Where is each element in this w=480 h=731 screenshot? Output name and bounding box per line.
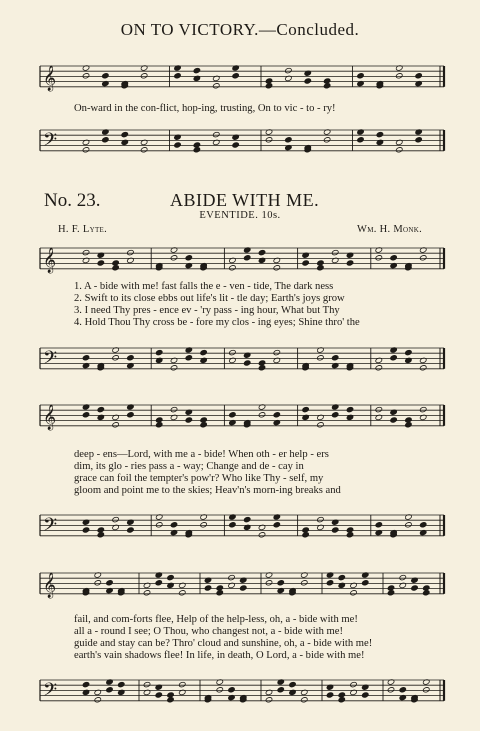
notehead	[357, 73, 365, 79]
hymn-number: No. 23.	[44, 190, 101, 211]
notehead	[273, 265, 281, 271]
notehead	[94, 697, 102, 703]
notehead	[155, 580, 163, 586]
notehead	[97, 260, 105, 266]
notehead	[170, 522, 178, 528]
notehead	[338, 574, 346, 580]
clef-icon: 𝄞	[43, 247, 57, 273]
lyricist-credit: H. F. Lyte.	[58, 224, 108, 235]
notehead	[326, 580, 334, 586]
notehead	[395, 147, 403, 153]
notehead	[127, 527, 135, 533]
notehead	[102, 137, 110, 143]
notehead	[405, 349, 413, 355]
notehead	[229, 522, 237, 528]
notehead	[112, 265, 120, 271]
notehead	[331, 412, 339, 418]
notehead	[331, 527, 339, 533]
notehead	[102, 73, 110, 79]
notehead	[212, 83, 220, 89]
notehead	[127, 355, 135, 361]
notehead	[375, 255, 383, 261]
hymn-title: ABIDE WITH ME.	[170, 190, 320, 210]
notehead	[331, 249, 339, 255]
notehead	[376, 131, 384, 137]
notehead	[323, 137, 331, 143]
notehead	[265, 83, 273, 89]
notehead	[405, 422, 413, 428]
verse-line: all a - round I see; O Thou, who changest not, a - bide with me!	[74, 626, 343, 637]
notehead	[112, 355, 120, 361]
notehead	[273, 349, 281, 355]
notehead	[399, 574, 407, 580]
notehead	[155, 692, 163, 698]
notehead	[361, 692, 369, 698]
notehead	[326, 692, 334, 698]
notehead	[112, 516, 120, 522]
notehead	[415, 137, 423, 143]
notehead	[302, 260, 310, 266]
notehead	[229, 265, 237, 271]
notehead	[232, 73, 240, 79]
verse-line: gloom and point me to the skies; Heav'n's morn-ing breaks and	[74, 485, 341, 496]
notehead	[422, 590, 430, 596]
notehead	[375, 522, 383, 528]
notehead	[243, 360, 251, 366]
notehead	[155, 422, 163, 428]
notehead	[350, 590, 358, 596]
notehead	[243, 255, 251, 261]
notehead	[419, 255, 427, 261]
clef-icon: 𝄢	[43, 679, 58, 705]
notehead	[405, 522, 413, 528]
notehead	[300, 697, 308, 703]
composer-credit: Wm. H. Monk.	[357, 224, 422, 235]
clef-icon: 𝄢	[43, 129, 58, 155]
notehead	[106, 580, 114, 586]
notehead	[82, 527, 90, 533]
clef-icon: 𝄢	[43, 514, 58, 540]
notehead	[200, 522, 208, 528]
notehead	[273, 522, 281, 528]
notehead	[331, 355, 339, 361]
notehead	[346, 260, 354, 266]
notehead	[302, 532, 310, 538]
notehead	[216, 687, 224, 693]
notehead	[375, 406, 383, 412]
notehead	[258, 412, 266, 418]
notehead	[178, 590, 186, 596]
notehead	[277, 580, 285, 586]
clef-icon: 𝄞	[43, 572, 57, 598]
notehead	[258, 532, 266, 538]
notehead	[346, 406, 354, 412]
notehead	[390, 417, 398, 423]
notehead	[94, 580, 102, 586]
notehead	[265, 137, 273, 143]
notehead	[390, 355, 398, 361]
notehead	[265, 697, 273, 703]
notehead	[390, 255, 398, 261]
notehead	[277, 687, 285, 693]
notehead	[155, 349, 163, 355]
notehead	[229, 412, 237, 418]
notehead	[317, 355, 325, 361]
notehead	[82, 681, 90, 687]
notehead	[117, 681, 125, 687]
verse-line: 4. Hold Thou Thy cross be - fore my clos - ing eyes; Shine thro' the	[74, 317, 360, 328]
verse-line: earth's vain shadows flee! In life, in death, O Lord, a - bide with me!	[74, 650, 365, 661]
verse-line: deep - ens—Lord, with me a - bide! When oth - er help - ers	[74, 449, 329, 460]
clef-icon: 𝄞	[43, 65, 57, 91]
notehead	[422, 687, 430, 693]
notehead	[243, 516, 251, 522]
notehead	[411, 585, 419, 591]
notehead	[265, 580, 273, 586]
notehead	[415, 73, 423, 79]
notehead	[273, 412, 281, 418]
notehead	[338, 697, 346, 703]
verse-line: 2. Swift to its close ebbs out life's lit - tle day; Earth's joys grow	[74, 293, 345, 304]
notehead	[82, 412, 90, 418]
notehead	[323, 83, 331, 89]
notehead	[140, 147, 148, 153]
verse-line: 3. I need Thy pres - ence ev - 'ry pass - ing hour, What but Thy	[74, 305, 340, 316]
notehead	[317, 422, 325, 428]
notehead	[419, 365, 427, 371]
notehead	[285, 67, 293, 73]
notehead	[200, 422, 208, 428]
notehead	[289, 681, 297, 687]
clef-icon: 𝄢	[43, 347, 58, 373]
notehead	[127, 412, 135, 418]
notehead	[285, 137, 293, 143]
notehead	[167, 697, 175, 703]
notehead	[140, 73, 148, 79]
notehead	[419, 522, 427, 528]
notehead	[304, 78, 312, 84]
notehead	[112, 422, 120, 428]
notehead	[106, 687, 114, 693]
notehead	[185, 355, 193, 361]
clef-icon: 𝄞	[43, 404, 57, 430]
tune-name: EVENTIDE. 10s.	[199, 210, 281, 221]
notehead	[185, 255, 193, 261]
running-head: ON TO VICTORY.—Concluded.	[120, 20, 360, 39]
notehead	[143, 590, 151, 596]
notehead	[258, 365, 266, 371]
notehead	[212, 131, 220, 137]
notehead	[143, 681, 151, 687]
notehead	[317, 516, 325, 522]
notehead	[346, 532, 354, 538]
verse-line: guide and stay can be? Thro' cloud and sunshine, oh, a - bide with me!	[74, 638, 373, 649]
notehead	[395, 73, 403, 79]
notehead	[97, 532, 105, 538]
notehead	[170, 365, 178, 371]
notehead	[232, 142, 240, 148]
notehead	[193, 147, 201, 153]
notehead	[204, 585, 212, 591]
notehead	[350, 681, 358, 687]
notehead	[82, 73, 90, 79]
notehead	[317, 265, 325, 271]
notehead	[174, 73, 182, 79]
notehead	[419, 406, 427, 412]
notehead	[357, 137, 365, 143]
notehead	[200, 349, 208, 355]
notehead	[228, 687, 236, 693]
verse-line: grace can foil the tempter's pow'r? Who like Thy - self, my	[74, 473, 324, 484]
notehead	[216, 590, 224, 596]
notehead	[300, 580, 308, 586]
notehead	[387, 590, 395, 596]
notehead	[167, 574, 175, 580]
notehead	[229, 349, 237, 355]
notehead	[82, 147, 90, 153]
notehead	[193, 67, 201, 73]
verse-line: fail, and com-forts flee, Help of the help-less, oh, a - bide with me!	[74, 614, 358, 625]
notehead	[97, 406, 105, 412]
notehead	[361, 580, 369, 586]
notehead	[82, 355, 90, 361]
notehead	[239, 585, 247, 591]
notehead	[127, 249, 135, 255]
notehead	[302, 406, 310, 412]
verse-line: dim, its glo - ries pass a - way; Change and de - cay in	[74, 461, 304, 472]
notehead	[170, 406, 178, 412]
notehead	[375, 365, 383, 371]
notehead	[155, 522, 163, 528]
notehead	[82, 249, 90, 255]
notehead	[174, 142, 182, 148]
lyric-line: On-ward in the con-flict, hop-ing, trusting, On to vic - to - ry!	[74, 103, 336, 114]
notehead	[178, 681, 186, 687]
notehead	[121, 131, 129, 137]
notehead	[185, 417, 193, 423]
notehead	[387, 687, 395, 693]
verse-line: 1. A - bide with me! fast falls the e - ven - tide, The dark ness	[74, 281, 334, 292]
notehead	[258, 249, 266, 255]
notehead	[170, 255, 178, 261]
notehead	[228, 574, 236, 580]
notehead	[399, 687, 407, 693]
